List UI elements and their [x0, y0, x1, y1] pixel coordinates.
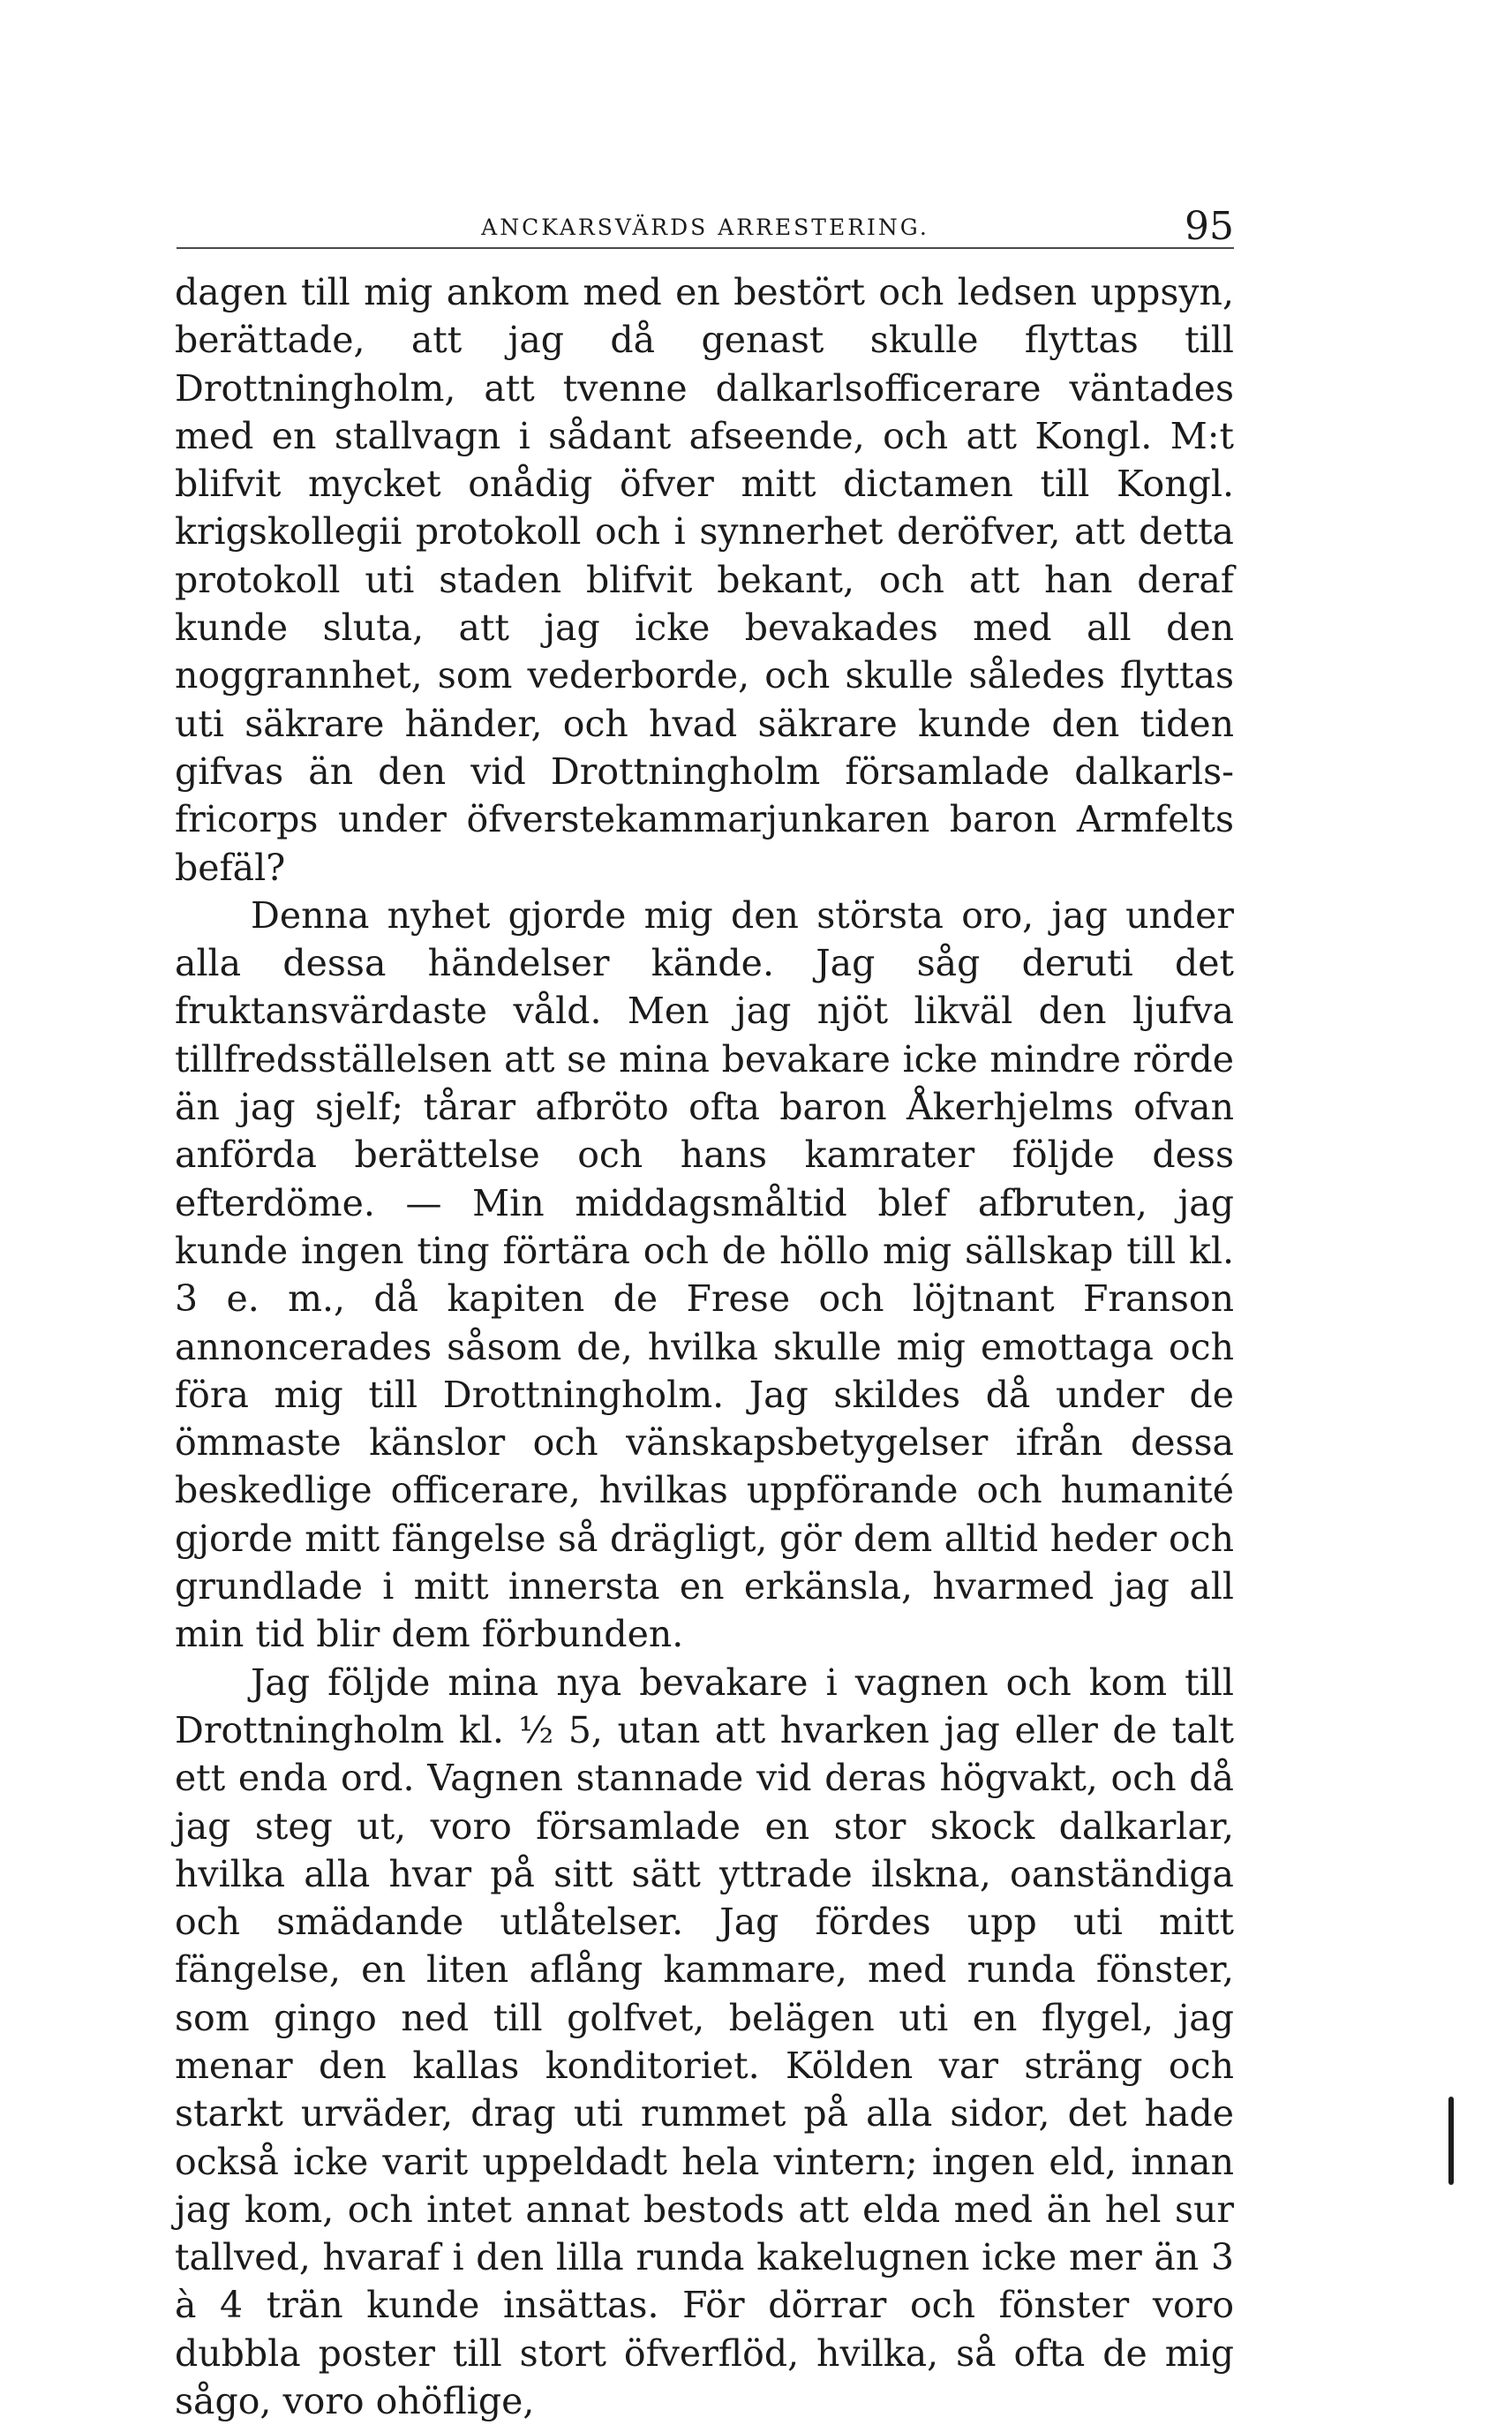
paragraph-3: Jag följde mina nya bevakare i vagnen och kom till Drottningholm kl. ½ 5, utan att hvarken jag eller de talt ett enda ord. Vagnen stannade vid deras högvakt, och då jag steg ut, voro församlade en stor skock dalkarlar, hvilka alla hvar på sitt sätt yttrade ilskna, oanständiga och smädande utlåtelser. Jag fördes upp uti mitt fängelse, en liten aflång kammare, med runda fönster, som gingo ned till golfvet, belägen uti en flygel, jag menar den kallas konditoriet. Kölden var sträng och starkt urväder, drag uti rummet på alla sidor, det hade också icke varit uppeldadt hela vintern; ingen eld, innan jag kom, och intet annat bestods att elda med än hel sur tallved, hvaraf i den lilla runda kakelugnen icke mer än 3 à 4 trän kunde insättas. För dörrar och fönster voro dubbla poster till stort öfverflöd, hvilka, så ofta de mig sågo, voro ohöflige,: [175, 1661, 1234, 2423]
paragraph-2: Denna nyhet gjorde mig den största oro, jag under alla dessa händelser kände. Jag såg deruti det fruktansvärdaste våld. Men jag njöt likväl den ljufva tillfredsställelsen att se mina bevakare icke mindre rörde än jag sjelf; tårar afbröto ofta baron Åkerhjelms ofvan anförda berättelse och hans kamrater följde dess efterdöme. — Min middagsmåltid blef afbruten, jag kunde ingen ting förtära och de höllo mig sällskap till kl. 3 e. m., då kapiten de Frese och löjtnant Franson annoncerades såsom de, hvilka skulle mig emottaga och föra mig till Drottningholm. Jag skildes då under de ömmaste känslor och vänskapsbetygelser ifrån dessa beskedlige officerare, hvilkas uppförande och humanité gjorde mitt fängelse så drägligt, gör dem alltid heder och grundlade i mitt innersta en erkänsla, hvarmed jag all min tid blir dem förbunden.: [175, 893, 1234, 1656]
running-head: ANCKARSVÄRDS ARRESTERING.: [481, 215, 929, 240]
paragraph-1: dagen till mig ankom med en bestört och ledsen uppsyn, berättade, att jag då genast skulle flyttas till Drottningholm, att tvenne dalkarlsofficerare väntades med en stallvagn i sådant afseende, och att Kongl. M:t blifvit mycket onådig öfver mitt dictamen till Kongl. krigskollegii protokoll och i synnerhet deröfver, att detta protokoll uti staden blifvit bekant, och att han deraf kunde sluta, att jag icke bevakades med all den noggrannhet, som vederborde, och skulle således flyttas uti säkrare händer, och hvad säkrare kunde den tiden gifvas än den vid Drottningholm församlade dalkarls-fricorps under öfverstekammarjunkaren baron Armfelts befäl?: [175, 271, 1234, 889]
body-text: [175, 268, 1234, 2425]
header-rule: [177, 247, 1234, 249]
page-header: [177, 199, 1234, 248]
margin-bracket-mark: [1448, 2097, 1454, 2185]
page-number: 95: [1185, 204, 1234, 249]
